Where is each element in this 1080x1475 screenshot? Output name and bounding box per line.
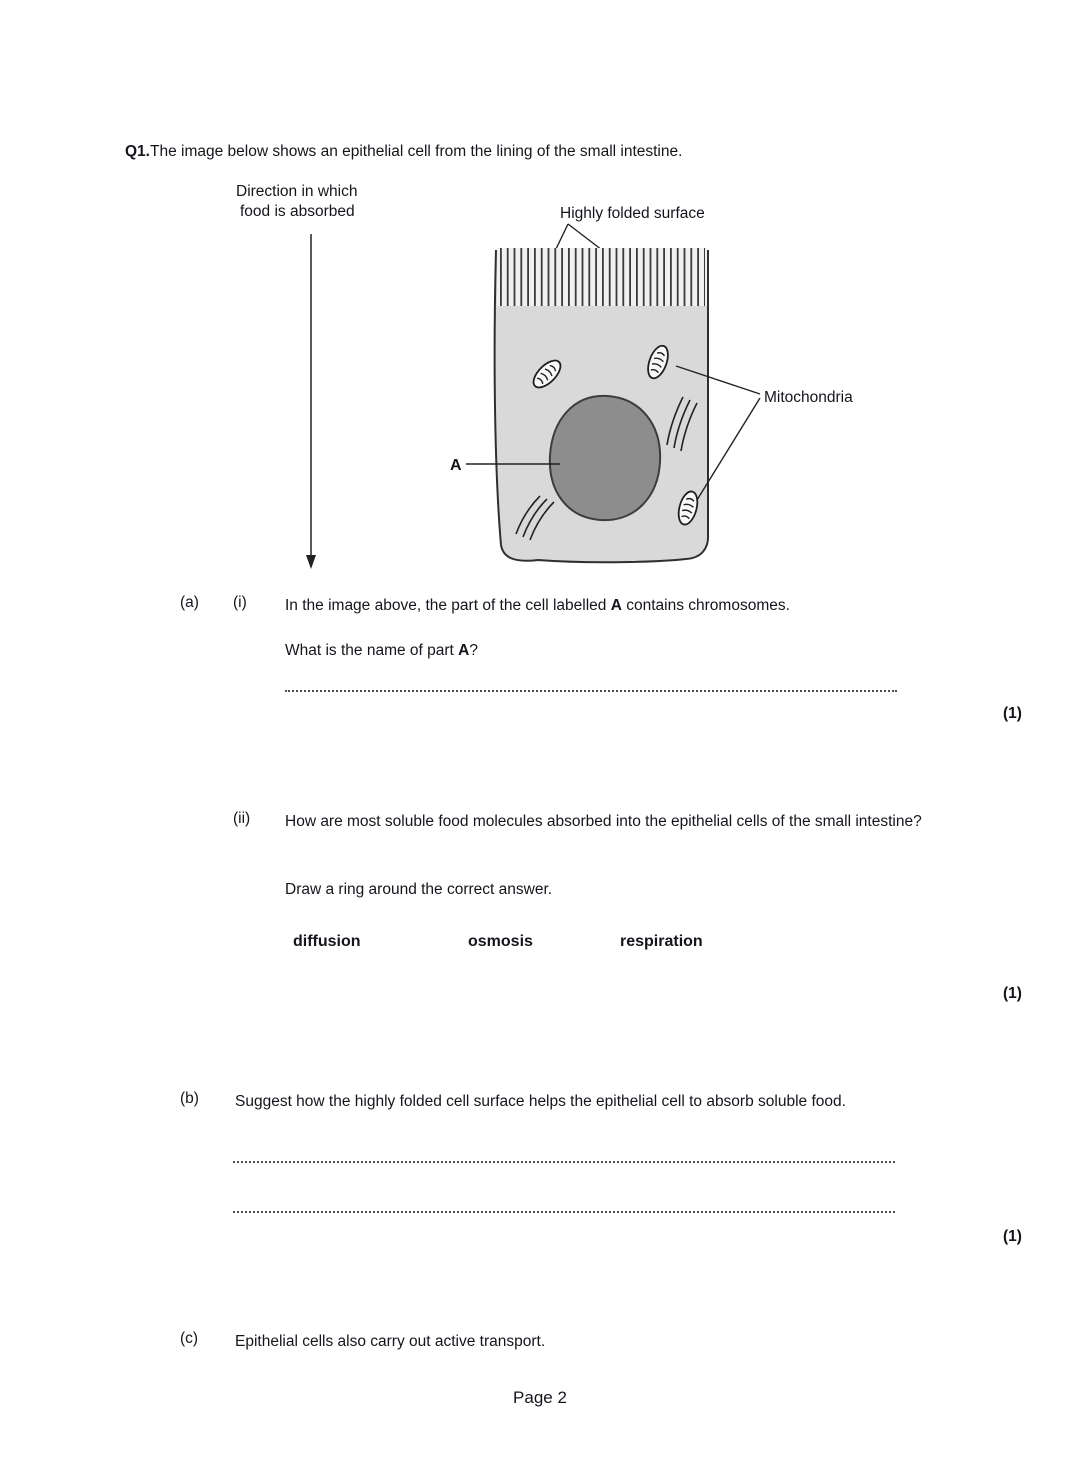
question-a-ii-instruction: Draw a ring around the correct answer. bbox=[285, 881, 553, 898]
answer-line-b-2[interactable] bbox=[233, 1193, 895, 1213]
option-osmosis[interactable]: osmosis bbox=[468, 933, 533, 950]
marks-a-ii: (1) bbox=[1003, 985, 1022, 1002]
mitochondria-label: Mitochondria bbox=[764, 389, 853, 406]
answer-line-a-i[interactable] bbox=[285, 672, 897, 692]
page-footer: Page 2 bbox=[513, 1388, 567, 1407]
question-intro-text: The image below shows an epithelial cell from the lining of the small intestine. bbox=[149, 143, 683, 160]
question-a-i-prompt: What is the name of part A? bbox=[285, 642, 478, 659]
marks-a-i: (1) bbox=[1003, 705, 1022, 722]
question-number: Q1. bbox=[125, 143, 150, 160]
marks-b: (1) bbox=[1003, 1228, 1022, 1245]
answer-line-b-1[interactable] bbox=[233, 1143, 895, 1163]
direction-label-line2: food is absorbed bbox=[240, 203, 355, 220]
nucleus bbox=[550, 396, 660, 520]
option-respiration[interactable]: respiration bbox=[620, 933, 703, 950]
option-diffusion[interactable]: diffusion bbox=[293, 933, 361, 950]
question-a-label: (a) bbox=[180, 594, 199, 611]
direction-label-line1: Direction in which bbox=[236, 183, 358, 200]
question-a-i-label: (i) bbox=[233, 594, 247, 611]
question-a-i-text: In the image above, the part of the cell labelled A contains chromosomes. bbox=[285, 597, 790, 614]
folded-surface-label: Highly folded surface bbox=[560, 205, 705, 222]
question-a-ii-text: How are most soluble food molecules absorbed into the epithelial cells of the small intestine? bbox=[285, 813, 922, 830]
question-b-text: Suggest how the highly folded cell surface helps the epithelial cell to absorb soluble food. bbox=[235, 1093, 846, 1110]
part-a-label: A bbox=[450, 457, 462, 474]
direction-arrow bbox=[306, 234, 316, 569]
question-a-ii-label: (ii) bbox=[233, 810, 251, 827]
question-intro bbox=[125, 143, 955, 161]
folded-surface-leader-lines bbox=[556, 224, 602, 250]
question-b-label: (b) bbox=[180, 1090, 199, 1107]
question-c-text: Epithelial cells also carry out active transport. bbox=[235, 1333, 546, 1350]
microvilli bbox=[497, 248, 707, 306]
cell-diagram bbox=[230, 178, 880, 578]
question-c-label: (c) bbox=[180, 1330, 199, 1347]
